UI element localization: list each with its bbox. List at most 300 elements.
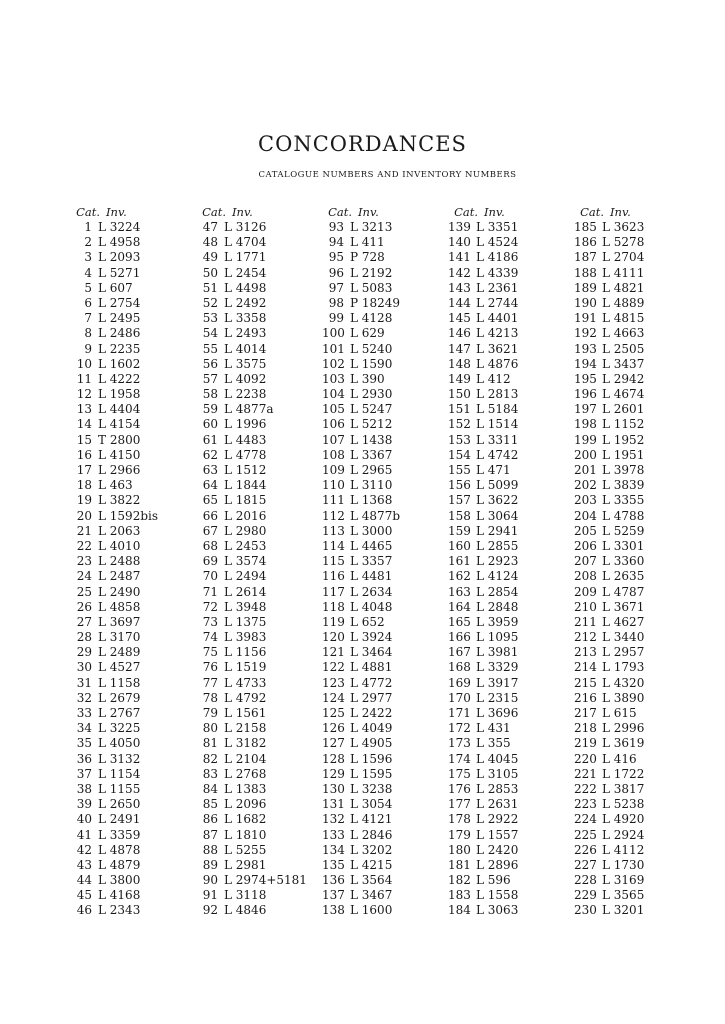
inv-number: L 4048 bbox=[350, 599, 393, 614]
table-row bbox=[448, 554, 568, 569]
table-row bbox=[448, 417, 568, 432]
cat-number: 51 bbox=[202, 280, 218, 295]
table-row bbox=[448, 311, 568, 326]
inv-number: L 4404 bbox=[98, 402, 141, 417]
table-row bbox=[322, 858, 442, 873]
cat-number: 102 bbox=[322, 356, 345, 371]
table-row bbox=[322, 326, 442, 341]
table-row bbox=[448, 873, 568, 888]
cat-number: 172 bbox=[448, 721, 471, 736]
inv-number: L 3817 bbox=[602, 781, 645, 796]
table-row bbox=[70, 326, 190, 341]
inv-number: L 4049 bbox=[350, 721, 393, 736]
inv-number: L 2930 bbox=[350, 387, 393, 402]
cat-number: 214 bbox=[574, 660, 597, 675]
table-row bbox=[322, 402, 442, 417]
table-row bbox=[574, 235, 694, 250]
inv-number: L 2980 bbox=[224, 523, 267, 538]
table-row bbox=[574, 448, 694, 463]
inv-number: L 4877a bbox=[224, 402, 274, 417]
column-header bbox=[448, 205, 568, 220]
cat-number: 230 bbox=[574, 903, 597, 918]
cat-number: 143 bbox=[448, 280, 471, 295]
inv-number: L 5238 bbox=[602, 797, 645, 812]
inv-number: L 2853 bbox=[476, 781, 519, 796]
cat-number: 146 bbox=[448, 326, 471, 341]
table-row bbox=[448, 812, 568, 827]
cat-number: 123 bbox=[322, 675, 345, 690]
inv-number: L 4121 bbox=[350, 812, 393, 827]
cat-number: 159 bbox=[448, 523, 471, 538]
table-row bbox=[196, 812, 316, 827]
inv-number: L 3917 bbox=[476, 675, 519, 690]
table-row bbox=[448, 281, 568, 296]
table-row bbox=[70, 433, 190, 448]
table-row bbox=[70, 266, 190, 281]
inv-number: L 4154 bbox=[98, 417, 141, 432]
table-row bbox=[448, 387, 568, 402]
table-row bbox=[574, 296, 694, 311]
table-row bbox=[70, 387, 190, 402]
table-row bbox=[448, 736, 568, 751]
table-row bbox=[322, 463, 442, 478]
inv-number: L 463 bbox=[98, 478, 133, 493]
inv-number: L 3359 bbox=[98, 827, 141, 842]
cat-number: 11 bbox=[76, 371, 92, 386]
cat-number: 32 bbox=[76, 690, 92, 705]
inv-number: L 1561 bbox=[224, 706, 267, 720]
table-row bbox=[322, 782, 442, 797]
cat-number: 37 bbox=[76, 766, 92, 781]
table-row bbox=[574, 721, 694, 736]
table-row bbox=[448, 630, 568, 645]
cat-number: 158 bbox=[448, 508, 471, 523]
cat-number: 113 bbox=[322, 523, 345, 538]
table-row bbox=[322, 736, 442, 751]
inv-number: L 3822 bbox=[98, 493, 141, 508]
concordance-column-3 bbox=[322, 205, 442, 919]
cat-number: 165 bbox=[448, 614, 471, 629]
inv-number: L 2942 bbox=[602, 371, 645, 386]
table-row bbox=[196, 342, 316, 357]
inv-number: L 3201 bbox=[602, 903, 645, 918]
table-row bbox=[574, 873, 694, 888]
cat-number: 67 bbox=[202, 523, 218, 538]
page-title: CONCORDANCES bbox=[258, 132, 467, 156]
table-row bbox=[322, 357, 442, 372]
header-inv: Inv. bbox=[484, 205, 505, 219]
cat-number: 192 bbox=[574, 326, 597, 341]
table-row bbox=[196, 478, 316, 493]
table-row bbox=[322, 615, 442, 630]
cat-number: 120 bbox=[322, 630, 345, 645]
cat-number: 34 bbox=[76, 721, 92, 736]
table-row bbox=[448, 326, 568, 341]
cat-number: 12 bbox=[76, 387, 92, 402]
cat-number: 58 bbox=[202, 387, 218, 402]
cat-number: 33 bbox=[76, 706, 92, 720]
table-row bbox=[70, 311, 190, 326]
table-row bbox=[196, 463, 316, 478]
inv-number: L 2192 bbox=[350, 265, 393, 280]
table-row bbox=[322, 797, 442, 812]
table-row bbox=[448, 357, 568, 372]
inv-number: L 3696 bbox=[476, 706, 519, 720]
table-row bbox=[70, 843, 190, 858]
inv-number: L 4465 bbox=[350, 538, 393, 553]
inv-number: L 3224 bbox=[98, 220, 141, 234]
cat-number: 191 bbox=[574, 311, 597, 326]
inv-number: L 1519 bbox=[224, 660, 267, 675]
cat-number: 187 bbox=[574, 250, 597, 265]
inv-number: L 1590 bbox=[350, 356, 393, 371]
cat-number: 134 bbox=[322, 842, 345, 857]
cat-number: 40 bbox=[76, 812, 92, 827]
table-row bbox=[70, 903, 190, 918]
table-row bbox=[448, 828, 568, 843]
inv-number: L 4778 bbox=[224, 447, 267, 462]
table-row bbox=[448, 645, 568, 660]
inv-number: L 2846 bbox=[350, 827, 393, 842]
table-row bbox=[196, 736, 316, 751]
cat-number: 75 bbox=[202, 645, 218, 660]
cat-number: 2 bbox=[84, 235, 92, 250]
concordance-column-2 bbox=[196, 205, 316, 919]
cat-number: 166 bbox=[448, 630, 471, 645]
inv-number: L 2966 bbox=[98, 463, 141, 477]
table-row bbox=[448, 660, 568, 675]
inv-number: L 3574 bbox=[224, 554, 267, 569]
table-row bbox=[70, 448, 190, 463]
cat-number: 23 bbox=[76, 554, 92, 569]
table-row bbox=[322, 493, 442, 508]
inv-number: L 1152 bbox=[602, 417, 645, 432]
table-row bbox=[574, 645, 694, 660]
table-row bbox=[196, 645, 316, 660]
inv-number: L 2631 bbox=[476, 797, 519, 812]
inv-number: L 4112 bbox=[602, 842, 645, 857]
table-row bbox=[196, 281, 316, 296]
inv-number: L 1602 bbox=[98, 356, 141, 371]
cat-number: 168 bbox=[448, 660, 471, 675]
table-row bbox=[574, 433, 694, 448]
cat-number: 193 bbox=[574, 341, 597, 356]
cat-number: 208 bbox=[574, 569, 597, 584]
inv-number: L 2965 bbox=[350, 463, 393, 477]
cat-number: 39 bbox=[76, 797, 92, 812]
inv-number: L 4877b bbox=[350, 508, 401, 523]
table-row bbox=[196, 660, 316, 675]
inv-number: L 4527 bbox=[98, 660, 141, 675]
cat-number: 60 bbox=[202, 417, 218, 432]
inv-number: L 2704 bbox=[602, 250, 645, 265]
table-row bbox=[574, 250, 694, 265]
table-row bbox=[574, 585, 694, 600]
inv-number: L 2104 bbox=[224, 751, 267, 766]
inv-number: L 3564 bbox=[350, 873, 393, 888]
cat-number: 91 bbox=[202, 888, 218, 903]
inv-number: L 3800 bbox=[98, 873, 141, 888]
table-row bbox=[196, 615, 316, 630]
table-row bbox=[322, 767, 442, 782]
cat-number: 105 bbox=[322, 402, 345, 417]
inv-number: L 2744 bbox=[476, 295, 519, 310]
table-row bbox=[196, 903, 316, 918]
cat-number: 116 bbox=[322, 569, 345, 584]
table-row bbox=[70, 524, 190, 539]
table-row bbox=[574, 691, 694, 706]
inv-number: L 411 bbox=[350, 235, 385, 250]
inv-number: L 4168 bbox=[98, 888, 141, 903]
cat-number: 139 bbox=[448, 220, 471, 234]
inv-number: L 1155 bbox=[98, 781, 141, 796]
cat-number: 215 bbox=[574, 675, 597, 690]
cat-number: 114 bbox=[322, 538, 345, 553]
cat-number: 151 bbox=[448, 402, 471, 417]
cat-number: 218 bbox=[574, 721, 597, 736]
inv-number: L 3619 bbox=[602, 736, 645, 751]
inv-number: L 3063 bbox=[476, 903, 519, 918]
cat-number: 101 bbox=[322, 341, 345, 356]
cat-number: 118 bbox=[322, 599, 345, 614]
inv-number: L 2855 bbox=[476, 538, 519, 553]
inv-number: L 2635 bbox=[602, 569, 645, 584]
cat-number: 174 bbox=[448, 751, 471, 766]
inv-number: L 3464 bbox=[350, 645, 393, 660]
cat-number: 96 bbox=[328, 265, 344, 280]
table-row bbox=[196, 752, 316, 767]
table-row bbox=[574, 782, 694, 797]
cat-number: 124 bbox=[322, 690, 345, 705]
table-row bbox=[322, 342, 442, 357]
table-row bbox=[448, 235, 568, 250]
table-row bbox=[448, 448, 568, 463]
table-row bbox=[574, 220, 694, 235]
cat-number: 89 bbox=[202, 857, 218, 872]
concordance-table bbox=[70, 205, 670, 945]
cat-number: 71 bbox=[202, 584, 218, 599]
concordance-column-1 bbox=[70, 205, 190, 919]
inv-number: L 3225 bbox=[98, 721, 141, 736]
cat-number: 176 bbox=[448, 781, 471, 796]
cat-number: 204 bbox=[574, 508, 597, 523]
inv-number: L 1156 bbox=[224, 645, 267, 660]
table-row bbox=[70, 554, 190, 569]
table-row bbox=[70, 615, 190, 630]
header-cat: Cat. bbox=[580, 205, 604, 219]
inv-number: L 355 bbox=[476, 736, 511, 751]
cat-number: 121 bbox=[322, 645, 345, 660]
inv-number: L 1154 bbox=[98, 766, 141, 781]
cat-number: 175 bbox=[448, 766, 471, 781]
inv-number: L 2361 bbox=[476, 280, 519, 295]
table-row bbox=[70, 600, 190, 615]
table-row bbox=[70, 539, 190, 554]
cat-number: 99 bbox=[328, 311, 344, 326]
inv-number: L 4222 bbox=[98, 371, 141, 386]
table-row bbox=[70, 630, 190, 645]
cat-number: 144 bbox=[448, 295, 471, 310]
inv-number: L 3622 bbox=[476, 493, 519, 508]
inv-number: L 2488 bbox=[98, 554, 141, 569]
inv-number: L 3440 bbox=[602, 630, 645, 645]
inv-number: L 4213 bbox=[476, 326, 519, 341]
table-row bbox=[574, 478, 694, 493]
cat-number: 205 bbox=[574, 523, 597, 538]
table-row bbox=[70, 493, 190, 508]
table-row bbox=[196, 357, 316, 372]
cat-number: 222 bbox=[574, 781, 597, 796]
table-row bbox=[70, 342, 190, 357]
inv-number: L 3948 bbox=[224, 599, 267, 614]
inv-number: L 3170 bbox=[98, 630, 141, 645]
table-row bbox=[70, 782, 190, 797]
table-row bbox=[448, 676, 568, 691]
inv-number: L 4186 bbox=[476, 250, 519, 265]
table-row bbox=[70, 402, 190, 417]
inv-number: L 4920 bbox=[602, 812, 645, 827]
inv-number: L 2096 bbox=[224, 797, 267, 812]
table-row bbox=[196, 433, 316, 448]
table-row bbox=[70, 585, 190, 600]
cat-number: 202 bbox=[574, 478, 597, 493]
inv-number: L 1951 bbox=[602, 447, 645, 462]
cat-number: 1 bbox=[84, 220, 92, 234]
table-row bbox=[322, 888, 442, 903]
cat-number: 4 bbox=[84, 265, 92, 280]
cat-number: 103 bbox=[322, 371, 345, 386]
cat-number: 145 bbox=[448, 311, 471, 326]
cat-number: 211 bbox=[574, 614, 597, 629]
cat-number: 156 bbox=[448, 478, 471, 493]
inv-number: L 2158 bbox=[224, 721, 267, 736]
table-row bbox=[448, 296, 568, 311]
cat-number: 93 bbox=[328, 220, 344, 234]
inv-number: L 2489 bbox=[98, 645, 141, 660]
table-row bbox=[574, 509, 694, 524]
table-row bbox=[322, 478, 442, 493]
table-row bbox=[448, 493, 568, 508]
inv-number: L 4481 bbox=[350, 569, 393, 584]
inv-number: L 3064 bbox=[476, 508, 519, 523]
table-row bbox=[70, 417, 190, 432]
table-row bbox=[574, 888, 694, 903]
inv-number: L 3132 bbox=[98, 751, 141, 766]
inv-number: L 1722 bbox=[602, 766, 645, 781]
cat-number: 163 bbox=[448, 584, 471, 599]
concordance-column-4 bbox=[448, 205, 568, 919]
cat-number: 153 bbox=[448, 432, 471, 447]
cat-number: 82 bbox=[202, 751, 218, 766]
table-row bbox=[196, 311, 316, 326]
table-row bbox=[322, 524, 442, 539]
table-row bbox=[574, 812, 694, 827]
inv-number: L 2495 bbox=[98, 311, 141, 326]
cat-number: 226 bbox=[574, 842, 597, 857]
cat-number: 152 bbox=[448, 417, 471, 432]
table-row bbox=[448, 903, 568, 918]
table-row bbox=[70, 357, 190, 372]
table-row bbox=[70, 767, 190, 782]
table-row bbox=[574, 281, 694, 296]
cat-number: 9 bbox=[84, 341, 92, 356]
inv-number: L 4846 bbox=[224, 903, 267, 918]
cat-number: 54 bbox=[202, 326, 218, 341]
inv-number: L 3924 bbox=[350, 630, 393, 645]
cat-number: 216 bbox=[574, 690, 597, 705]
inv-number: L 2343 bbox=[98, 903, 141, 918]
cat-number: 30 bbox=[76, 660, 92, 675]
cat-number: 133 bbox=[322, 827, 345, 842]
inv-number: L 5278 bbox=[602, 235, 645, 250]
table-row bbox=[448, 721, 568, 736]
cat-number: 225 bbox=[574, 827, 597, 842]
table-row bbox=[448, 220, 568, 235]
table-row bbox=[448, 706, 568, 721]
header-cat: Cat. bbox=[328, 205, 352, 219]
inv-number: L 3110 bbox=[350, 478, 393, 493]
cat-number: 220 bbox=[574, 751, 597, 766]
inv-number: L 2754 bbox=[98, 295, 141, 310]
table-row bbox=[574, 417, 694, 432]
cat-number: 212 bbox=[574, 630, 597, 645]
cat-number: 224 bbox=[574, 812, 597, 827]
cat-number: 157 bbox=[448, 493, 471, 508]
table-row bbox=[574, 797, 694, 812]
table-row bbox=[322, 250, 442, 265]
table-row bbox=[322, 752, 442, 767]
table-row bbox=[322, 372, 442, 387]
cat-number: 53 bbox=[202, 311, 218, 326]
table-row bbox=[196, 266, 316, 281]
cat-number: 141 bbox=[448, 250, 471, 265]
table-row bbox=[196, 782, 316, 797]
inv-number: L 4821 bbox=[602, 280, 645, 295]
cat-number: 173 bbox=[448, 736, 471, 751]
inv-number: L 1383 bbox=[224, 781, 267, 796]
table-row bbox=[448, 342, 568, 357]
inv-number: L 4674 bbox=[602, 387, 645, 402]
inv-number: L 3978 bbox=[602, 463, 645, 477]
inv-number: L 1844 bbox=[224, 478, 267, 493]
cat-number: 223 bbox=[574, 797, 597, 812]
cat-number: 85 bbox=[202, 797, 218, 812]
cat-number: 190 bbox=[574, 295, 597, 310]
table-row bbox=[322, 645, 442, 660]
table-row bbox=[322, 266, 442, 281]
cat-number: 92 bbox=[202, 903, 218, 918]
inv-number: L 1600 bbox=[350, 903, 393, 918]
inv-number: L 4742 bbox=[476, 447, 519, 462]
inv-number: L 3983 bbox=[224, 630, 267, 645]
table-row bbox=[196, 691, 316, 706]
table-row bbox=[448, 797, 568, 812]
inv-number: L 3565 bbox=[602, 888, 645, 903]
cat-number: 46 bbox=[76, 903, 92, 918]
cat-number: 130 bbox=[322, 781, 345, 796]
inv-number: L 3357 bbox=[350, 554, 393, 569]
table-row bbox=[322, 721, 442, 736]
inv-number: L 3351 bbox=[476, 220, 519, 234]
inv-number: L 3311 bbox=[476, 432, 519, 447]
inv-number: L 1771 bbox=[224, 250, 267, 265]
cat-number: 160 bbox=[448, 538, 471, 553]
cat-number: 122 bbox=[322, 660, 345, 675]
inv-number: L 4124 bbox=[476, 569, 519, 584]
cat-number: 127 bbox=[322, 736, 345, 751]
cat-number: 6 bbox=[84, 295, 92, 310]
table-row bbox=[322, 676, 442, 691]
